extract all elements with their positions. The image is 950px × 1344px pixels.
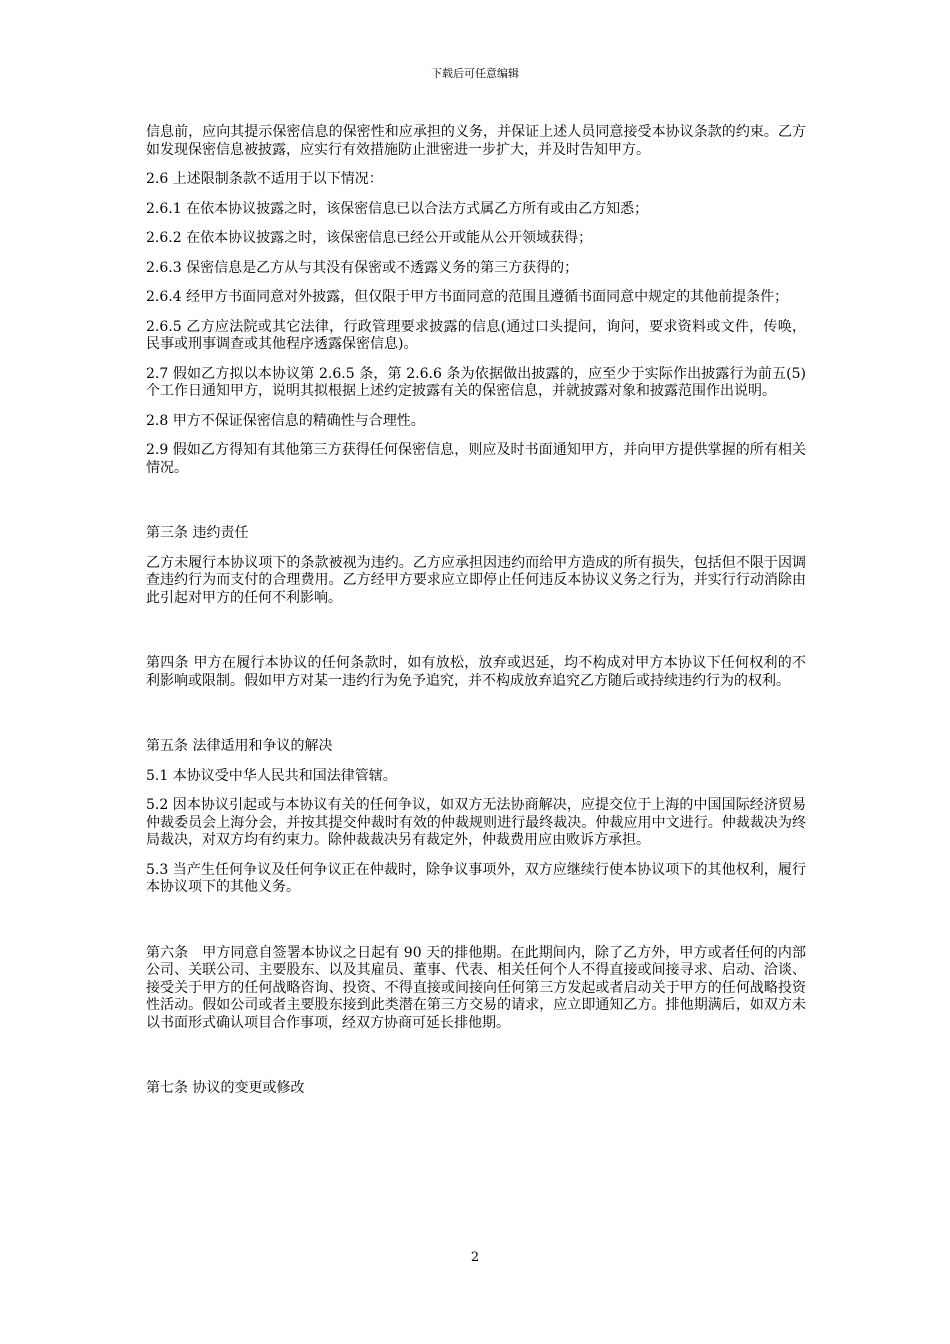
clause-2-6-5: 2.6.5 乙方应法院或其它法律，行政管理要求披露的信息(通过口头提问，询问，要求资料或文件，传唤，民事或刑事调查或其他程序透露保密信息)。 — [146, 318, 806, 352]
clause-2-6-2: 2.6.2 在依本协议披露之时，该保密信息已经公开或能从公开领域获得； — [146, 230, 593, 246]
article-6-body: 第六条 甲方同意自签署本协议之日起有 90 天的排他期。在此期间内，除了乙方外，甲方或者任何的内部公司、关联公司、主要股东、以及其雇员、董事、代表、相关任何个人不得直接或间接寻求、启动、洽谈、接受关于甲方的任何战略咨询、投资、不得直接或间接向任何第三方发起或者启动关于甲方的任何战略投资性活动。假如公司或者主要股东接到此类潜在第三方交易的请求，应立即通知乙方。排他期满后，如双方未以书面形式确认项目合作事项，经双方协商可延长排他期。 — [146, 944, 806, 1031]
clause-2-7: 2.7 假如乙方拟以本协议第 2.6.5 条，第 2.6.6 条为依据做出披露的，应至少于实际作出披露行为前五(5)个工作日通知甲方，说明其拟根据上述约定披露有关的保密信息，并就披露对象和披露范围作出说明。 — [146, 365, 806, 399]
document-body — [146, 124, 806, 1110]
article-4-body: 第四条 甲方在履行本协议的任何条款时，如有放松，放弃或迟延，均不构成对甲方本协议下任何权利的不利影响或限制。假如甲方对某一违约行为免予追究，并不构成放弃追究乙方随后或持续违约行为的权利。 — [146, 655, 806, 689]
section-spacer — [146, 489, 806, 525]
clause-2-8: 2.8 甲方不保证保密信息的精确性与合理性。 — [146, 412, 425, 429]
clause-5-3: 5.3 当产生任何争议及任何争议正在仲裁时，除争议事项外，双方应继续行使本协议项下的其他权利，履行本协议项下的其他义务。 — [146, 861, 806, 895]
section-spacer — [146, 909, 806, 945]
clause-2-6: 2.6 上述限制条款不适用于以下情况： — [146, 171, 383, 187]
page-header-note: 下载后可任意编辑 — [431, 67, 519, 80]
article-7-heading: 第七条 协议的变更或修改 — [146, 1080, 305, 1096]
article-5-heading: 第五条 法律适用和争议的解决 — [146, 738, 333, 754]
section-spacer — [146, 702, 806, 738]
clause-2-6-3: 2.6.3 保密信息是乙方从与其没有保密或不透露义务的第三方获得的； — [146, 259, 579, 276]
clause-5-1: 5.1 本协议受中华人民共和国法律管辖。 — [146, 767, 397, 784]
page-number: 2 — [470, 1250, 480, 1265]
clause-5-2: 5.2 因本协议引起或与本协议有关的任何争议，如双方无法协商解决，应提交位于上海的中国国际经济贸易仲裁委员会上海分会，并按其提交仲裁时有效的仲裁规则进行最终裁决。仲裁应用中文进行。仲裁裁决为终局裁决，对双方均有约束力。除仲裁裁决另有裁定外，仲裁费用应由败诉方承担。 — [146, 797, 806, 848]
paragraph-confidentiality-notice: 信息前，应向其提示保密信息的保密性和应承担的义务，并保证上述人员同意接受本协议条款的约束。乙方如发现保密信息被披露，应实行有效措施防止泄密进一步扩大，并及时告知甲方。 — [146, 124, 806, 158]
article-3-body: 乙方未履行本协议项下的条款被视为违约。乙方应承担因违约而给甲方造成的所有损失，包括但不限于因调查违约行为而支付的合理费用。乙方经甲方要求应立即停止任何违反本协议义务之行为，并实行行动消除由此引起对甲方的任何不利影响。 — [146, 554, 806, 606]
section-spacer — [146, 1044, 806, 1080]
clause-2-6-4: 2.6.4 经甲方书面同意对外披露，但仅限于甲方书面同意的范围且遵循书面同意中规定的其他前提条件； — [146, 289, 789, 305]
clause-2-6-1: 2.6.1 在依本协议披露之时，该保密信息已以合法方式属乙方所有或由乙方知悉； — [146, 200, 649, 217]
section-spacer — [146, 619, 806, 655]
clause-2-9: 2.9 假如乙方得知有其他第三方获得任何保密信息，则应及时书面通知甲方，并向甲方提供掌握的所有相关情况。 — [146, 442, 806, 476]
article-3-heading: 第三条 违约责任 — [146, 525, 249, 541]
